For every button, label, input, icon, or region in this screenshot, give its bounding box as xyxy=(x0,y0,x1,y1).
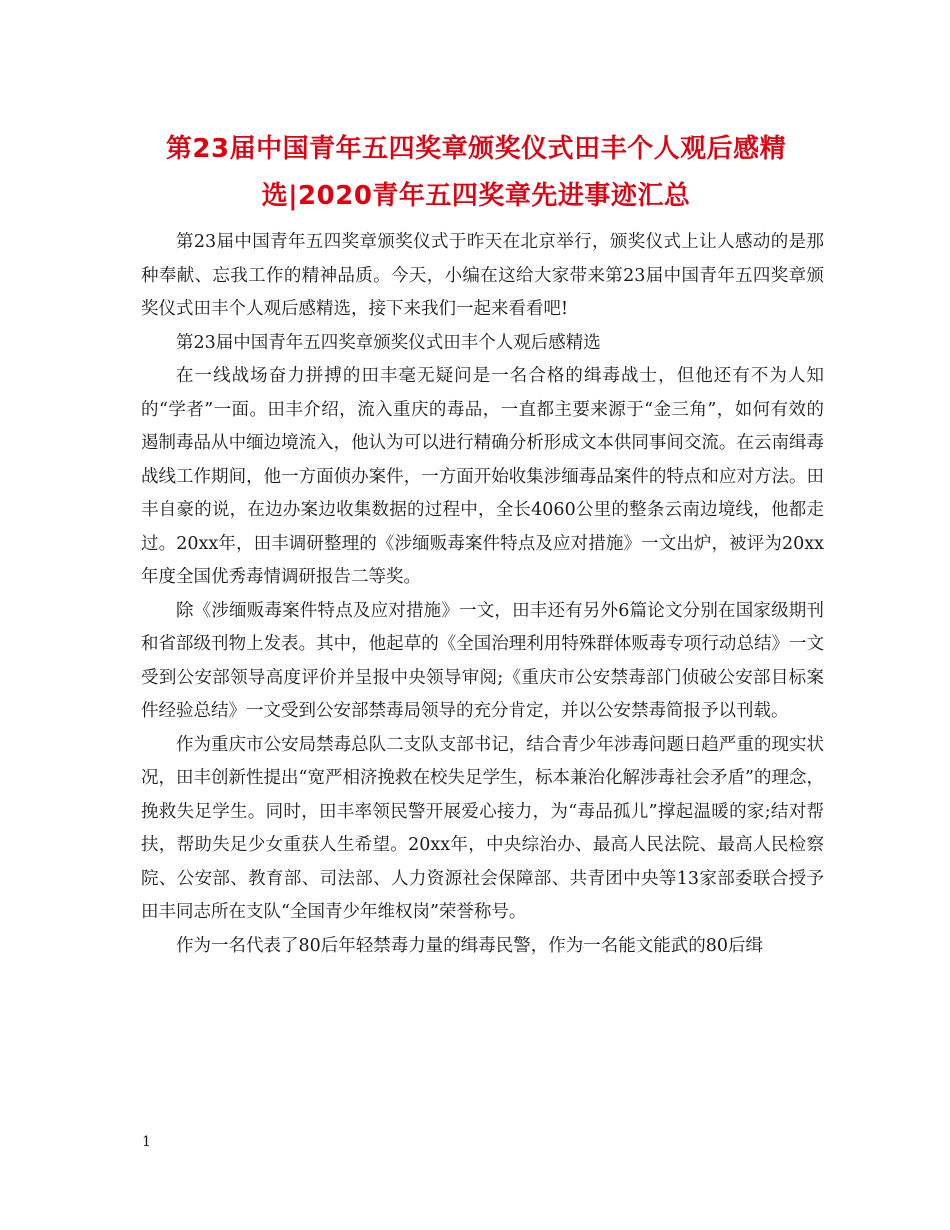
paragraph-intro: 第23届中国青年五四奖章颁奖仪式于昨天在北京举行，颁奖仪式上让人感动的是那种奉献、忘我工作的精神品质。今天，小编在这给大家带来第23届中国青年五四奖章颁奖仪式田丰个人观后感精选，接下来我们一起来看看吧! xyxy=(141,232,824,319)
paragraph-research: 在一线战场奋力拼搏的田丰毫无疑问是一名合格的缉毒战士，但他还有不为人知的“学者”一面。田丰介绍，流入重庆的毒品，一直都主要来源于“金三角”，如何有效的遏制毒品从中缅边境流入，他认为可以进行精确分析形成文本供同事间交流。在云南缉毒战线工作期间，他一方面侦办案件，一方面开始收集涉缅毒品案件的特点和应对方法。田丰自豪的说，在边办案边收集数据的过程中，全长4060公里的整条云南边境线，他都走过。20xx年，田丰调研整理的《涉缅贩毒案件特点及应对措施》一文出炉，被评为20xx年度全国优秀毒情调研报告二等奖。 xyxy=(141,366,824,587)
document-body xyxy=(141,226,824,963)
paragraph-closing: 作为一名代表了80后年轻禁毒力量的缉毒民警，作为一名能文能武的80后缉 xyxy=(176,935,764,956)
paragraph-publications: 除《涉缅贩毒案件特点及应对措施》一文，田丰还有另外6篇论文分别在国家级期刊和省部级刊物上发表。其中，他起草的《全国治理利用特殊群体贩毒专项行动总结》一文受到公安部领导高度评价并呈报中央领导审阅;《重庆市公安禁毒部门侦破公安部目标案件经验总结》一文受到公安部禁毒局领导的充分肯定，并以公安禁毒简报予以刊载。 xyxy=(141,600,824,721)
document-title: 第23届中国青年五四奖章颁奖仪式田丰个人观后感精选|2020青年五四奖章先进事迹汇总 xyxy=(165,134,787,211)
page-number: 1 xyxy=(142,1134,151,1150)
paragraph-youth-protection: 作为重庆市公安局禁毒总队二支队支部书记，结合青少年涉毒问题日趋严重的现实状况，田丰创新性提出“宽严相济挽救在校失足学生，标本兼治化解涉毒社会矛盾”的理念，挽救失足学生。同时，田丰率领民警开展爱心接力，为“毒品孤儿”撑起温暖的家;结对帮扶，帮助失足少女重获人生希望。20xx年，中央综治办、最高人民法院、最高人民检察院、公安部、教育部、司法部、人力资源社会保障部、共青团中央等13家部委联合授予田丰同志所在支队“全国青少年维权岗”荣誉称号。 xyxy=(141,734,824,922)
paragraph-subheading: 第23届中国青年五四奖章颁奖仪式田丰个人观后感精选 xyxy=(176,332,601,353)
